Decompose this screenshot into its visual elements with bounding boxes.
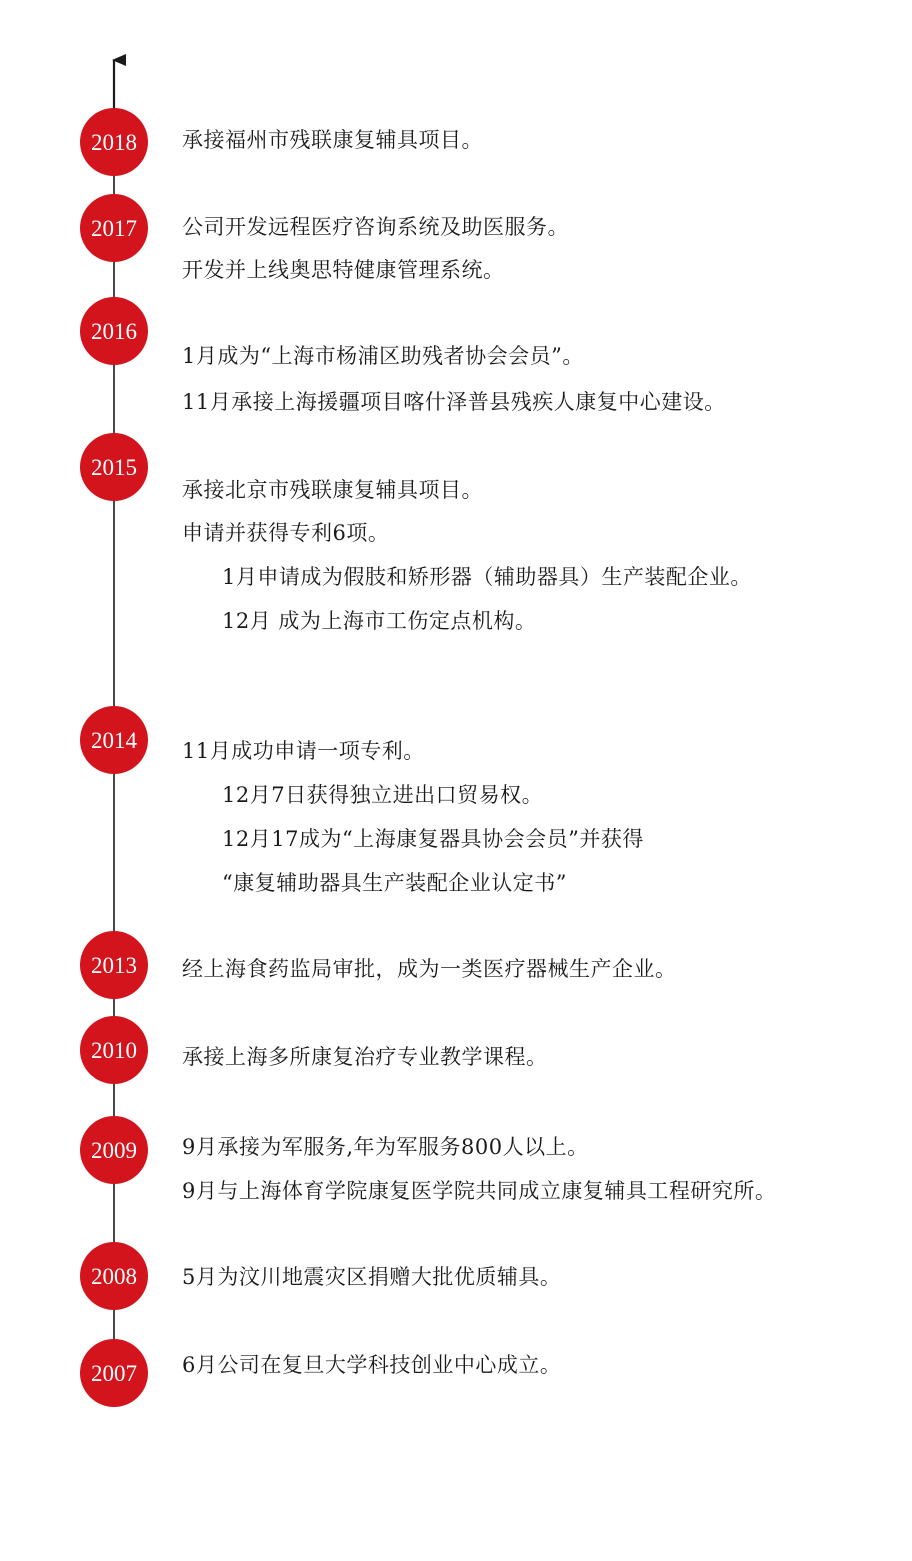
event-text-2009-1: 9月承接为军服务,年为军服务800人以上。	[182, 1135, 589, 1159]
event-text-2009-2: 9月与上海体育学院康复医学院共同成立康复辅具工程研究所。	[182, 1179, 777, 1203]
year-marker-2014: 2014	[80, 706, 148, 774]
year-marker-2017: 2017	[80, 194, 148, 262]
event-text-2015-3: 1月申请成为假肢和矫形器（辅助器具）生产装配企业。	[222, 565, 752, 589]
event-text-2015-4: 12月 成为上海市工伤定点机构。	[222, 609, 537, 633]
year-marker-2015: 2015	[80, 433, 148, 501]
year-marker-2008: 2008	[80, 1242, 148, 1310]
event-text-2007-1: 6月公司在复旦大学科技创业中心成立。	[182, 1353, 562, 1377]
year-marker-2018: 2018	[80, 108, 148, 176]
event-text-2010-1: 承接上海多所康复治疗专业教学课程。	[182, 1045, 548, 1069]
year-marker-2013: 2013	[80, 931, 148, 999]
event-text-2008-1: 5月为汶川地震灾区捐赠大批优质辅具。	[182, 1265, 562, 1289]
event-text-2015-2: 申请并获得专利6项。	[182, 521, 390, 545]
event-text-2015-1: 承接北京市残联康复辅具项目。	[182, 478, 483, 502]
event-text-2017-2: 开发并上线奥思特健康管理系统。	[182, 258, 505, 282]
year-marker-2010: 2010	[80, 1016, 148, 1084]
year-marker-2009: 2009	[80, 1116, 148, 1184]
event-text-2016-1: 1月成为“上海市杨浦区助残者协会会员”。	[182, 344, 584, 368]
event-text-2014-4: “康复辅助器具生产装配企业认定书”	[222, 871, 567, 895]
event-text-2013-1: 经上海食药监局审批，成为一类医疗器械生产企业。	[182, 957, 677, 981]
event-text-2014-3: 12月17成为“上海康复器具协会会员”并获得	[222, 827, 644, 851]
event-text-2016-2: 11月承接上海援疆项目喀什泽普县残疾人康复中心建设。	[182, 390, 726, 414]
year-marker-2016: 2016	[80, 297, 148, 365]
event-text-2017-1: 公司开发远程医疗咨询系统及助医服务。	[182, 215, 569, 239]
event-text-2014-1: 11月成功申请一项专利。	[182, 739, 425, 763]
event-text-2018-1: 承接福州市残联康复辅具项目。	[182, 128, 483, 152]
event-text-2014-2: 12月7日获得独立进出口贸易权。	[222, 783, 544, 807]
year-marker-2007: 2007	[80, 1339, 148, 1407]
